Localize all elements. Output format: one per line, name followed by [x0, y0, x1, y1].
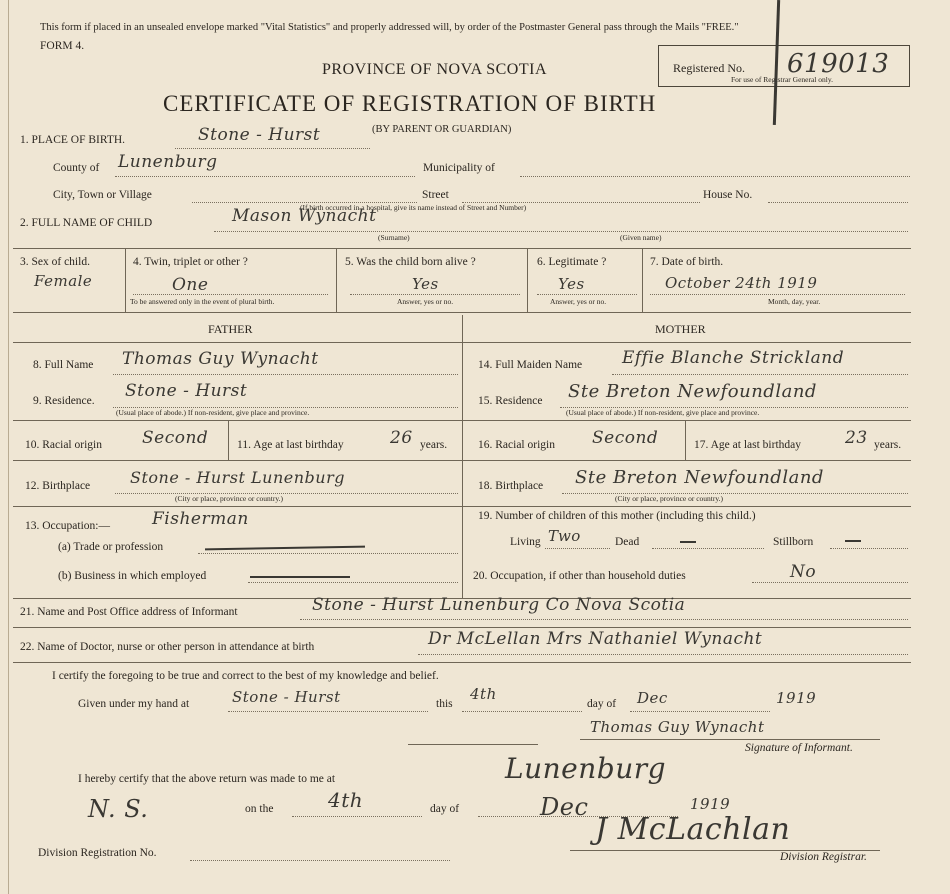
mother-occupation-value: No: [790, 562, 817, 582]
division-registration-label: Division Registration No.: [38, 847, 157, 859]
rule: [190, 860, 450, 861]
mother-years-label: years.: [874, 439, 902, 451]
rule: [133, 294, 328, 295]
house-label: House No.: [703, 189, 753, 201]
informant-label: 21. Name and Post Office address of Informant: [20, 606, 238, 618]
father-racial-label: 10. Racial origin: [25, 439, 102, 451]
place-value: Stone - Hurst: [198, 125, 321, 145]
divider: [13, 627, 911, 628]
rule: [115, 493, 458, 494]
registrar-province: N. S.: [88, 795, 149, 823]
municipality-label: Municipality of: [423, 162, 495, 174]
rule: [580, 739, 880, 740]
mother-age-label: 17. Age at last birthday: [694, 439, 801, 451]
rule: [612, 374, 908, 375]
rule: [214, 231, 908, 232]
registrar-year: 1919: [690, 795, 731, 813]
child-name-value: Mason Wynacht: [232, 206, 377, 226]
divider: [13, 460, 911, 461]
rule: [408, 744, 538, 745]
children-label: 19. Number of children of this mother (including this child.): [478, 510, 756, 522]
date-note: Month, day, year.: [768, 297, 821, 306]
father-years-label: years.: [420, 439, 448, 451]
doctor-label: 22. Name of Doctor, nurse or other person in attendance at birth: [20, 641, 315, 653]
father-age-value: 26: [390, 428, 413, 448]
rule: [175, 148, 370, 149]
father-residence-note: (Usual place of abode.) If non-resident, give place and province.: [116, 408, 310, 417]
legitimate-note: Answer, yes or no.: [550, 297, 607, 306]
rule: [418, 654, 908, 655]
father-birthplace-value: Stone - Hurst Lunenburg: [130, 468, 345, 487]
rule: [198, 553, 458, 554]
registrar-day-label: day of: [430, 803, 460, 815]
registered-number: 619013: [787, 49, 890, 79]
divider: [462, 315, 463, 598]
mother-residence-value: Ste Breton Newfoundland: [568, 381, 817, 402]
legitimate-label: 6. Legitimate ?: [537, 256, 607, 268]
rule: [292, 816, 422, 817]
divider: [642, 248, 643, 312]
father-heading: FATHER: [208, 322, 253, 336]
mother-name-label: 14. Full Maiden Name: [478, 359, 583, 371]
province-heading: PROVINCE OF NOVA SCOTIA: [322, 61, 548, 78]
mother-birthplace-note: (City or place, province or country.): [615, 494, 724, 503]
rule: [113, 374, 458, 375]
divider: [228, 420, 229, 460]
doctor-value: Dr McLellan Mrs Nathaniel Wynacht: [428, 629, 763, 649]
father-birthplace-label: 12. Birthplace: [25, 480, 91, 492]
dead-label: Dead: [615, 536, 640, 548]
date-label: 7. Date of birth.: [650, 256, 724, 268]
rule: [650, 294, 905, 295]
divider: [13, 506, 911, 507]
legitimate-value: Yes: [558, 275, 585, 293]
registered-box: [658, 45, 910, 87]
given-label: Given under my hand at: [78, 698, 190, 710]
father-birthplace-note: (City or place, province or country.): [175, 494, 284, 503]
page-title: CERTIFICATE OF REGISTRATION OF BIRTH: [163, 91, 657, 116]
child-name-label: 2. FULL NAME OF CHILD: [20, 217, 153, 229]
registrar-signature: J McLachlan: [595, 812, 791, 847]
rule: [630, 711, 770, 712]
registrar-caption: Division Registrar.: [780, 851, 867, 863]
registrar-place: Lunenburg: [505, 752, 667, 785]
divider: [13, 420, 911, 421]
father-name-value: Thomas Guy Wynacht: [122, 349, 319, 369]
mother-racial-value: Second: [592, 428, 659, 448]
sex-label: 3. Sex of child.: [20, 256, 90, 268]
rule: [830, 548, 908, 549]
mother-occupation-label: 20. Occupation, if other than household duties: [473, 570, 686, 582]
given-value: Stone - Hurst: [232, 688, 341, 706]
divider: [685, 420, 686, 460]
dash-mark: [680, 541, 696, 543]
registrar-text: I hereby certify that the above return was made to me at: [78, 773, 336, 785]
divider: [527, 248, 528, 312]
day-of-value: Dec: [637, 689, 668, 707]
father-occupation-value: Fisherman: [152, 509, 249, 529]
dash-mark: [845, 540, 861, 542]
on-the-label: on the: [245, 803, 274, 815]
rule: [537, 294, 637, 295]
place-note: (BY PARENT OR GUARDIAN): [372, 124, 512, 135]
father-racial-value: Second: [142, 428, 209, 448]
alive-value: Yes: [412, 275, 439, 293]
father-age-label: 11. Age at last birthday: [237, 439, 344, 451]
rule: [768, 202, 908, 203]
given-year: 1919: [776, 689, 817, 707]
rule: [520, 176, 910, 177]
county-value: Lunenburg: [118, 152, 218, 172]
living-label: Living: [510, 536, 541, 548]
living-value: Two: [548, 527, 581, 545]
county-label: County of: [53, 162, 100, 174]
business-label: (b) Business in which employed: [58, 570, 207, 582]
city-label: City, Town or Village: [53, 189, 152, 201]
rule: [545, 548, 610, 549]
date-value: October 24th 1919: [665, 274, 818, 292]
postal-notice: This form if placed in an unsealed envelope marked "Vital Statistics" and properly addressed will, by order of the Postmaster General pass through the Mails "FREE.": [40, 22, 739, 33]
mother-birthplace-value: Ste Breton Newfoundland: [575, 467, 824, 488]
stillborn-label: Stillborn: [773, 536, 814, 548]
father-residence-value: Stone - Hurst: [125, 381, 248, 401]
margin-line: [8, 0, 9, 894]
sex-value: Female: [34, 272, 93, 290]
informant-signature-caption: Signature of Informant.: [745, 742, 853, 754]
twin-value: One: [172, 275, 209, 295]
dash-mark: [250, 576, 350, 578]
registrar-month: Dec: [540, 793, 589, 821]
rule: [562, 493, 908, 494]
mother-residence-note: (Usual place of abode.) If non-resident, give place and province.: [566, 408, 760, 417]
form-number: FORM 4.: [40, 40, 85, 52]
rule: [300, 619, 908, 620]
given-name-note: (Given name): [620, 233, 662, 242]
father-residence-label: 9. Residence.: [33, 395, 95, 407]
father-name-label: 8. Full Name: [33, 359, 94, 371]
divider: [125, 248, 126, 312]
street-label: Street: [422, 189, 449, 201]
surname-note: (Surname): [378, 233, 410, 242]
rule: [752, 582, 908, 583]
place-label: 1. PLACE OF BIRTH.: [20, 134, 126, 146]
mother-birthplace-label: 18. Birthplace: [478, 480, 544, 492]
certify-text: I certify the foregoing to be true and correct to the best of my knowledge and belief.: [52, 670, 439, 682]
mother-heading: MOTHER: [655, 322, 706, 336]
alive-note: Answer, yes or no.: [397, 297, 454, 306]
divider: [13, 312, 911, 313]
twin-label: 4. Twin, triplet or other ?: [133, 256, 248, 268]
registered-label: Registered No.: [673, 61, 745, 75]
this-label: this: [436, 698, 453, 710]
mother-racial-label: 16. Racial origin: [478, 439, 555, 451]
mother-name-value: Effie Blanche Strickland: [622, 348, 845, 368]
divider: [13, 662, 911, 663]
dash-mark: [205, 546, 365, 551]
this-value: 4th: [470, 685, 497, 703]
mother-age-value: 23: [845, 428, 868, 448]
divider: [13, 342, 911, 343]
informant-signature: Thomas Guy Wynacht: [590, 718, 765, 736]
divider: [13, 248, 911, 249]
rule: [462, 711, 582, 712]
father-occupation-label: 13. Occupation:—: [25, 520, 110, 532]
divider: [336, 248, 337, 312]
trade-label: (a) Trade or profession: [58, 541, 164, 553]
day-of-label: day of: [587, 698, 617, 710]
rule: [350, 294, 520, 295]
mother-residence-label: 15. Residence: [478, 395, 543, 407]
rule: [248, 582, 458, 583]
alive-label: 5. Was the child born alive ?: [345, 256, 476, 268]
registered-note: For use of Registrar General only.: [731, 75, 833, 84]
informant-value: Stone - Hurst Lunenburg Co Nova Scotia: [312, 595, 686, 615]
rule: [228, 711, 428, 712]
hospital-note: (If birth occurred in a hospital, give its name instead of Street and Number): [300, 203, 527, 212]
twin-note: To be answered only in the event of plural birth.: [130, 297, 275, 306]
on-the-value: 4th: [328, 788, 364, 812]
rule: [652, 548, 764, 549]
rule: [115, 176, 415, 177]
